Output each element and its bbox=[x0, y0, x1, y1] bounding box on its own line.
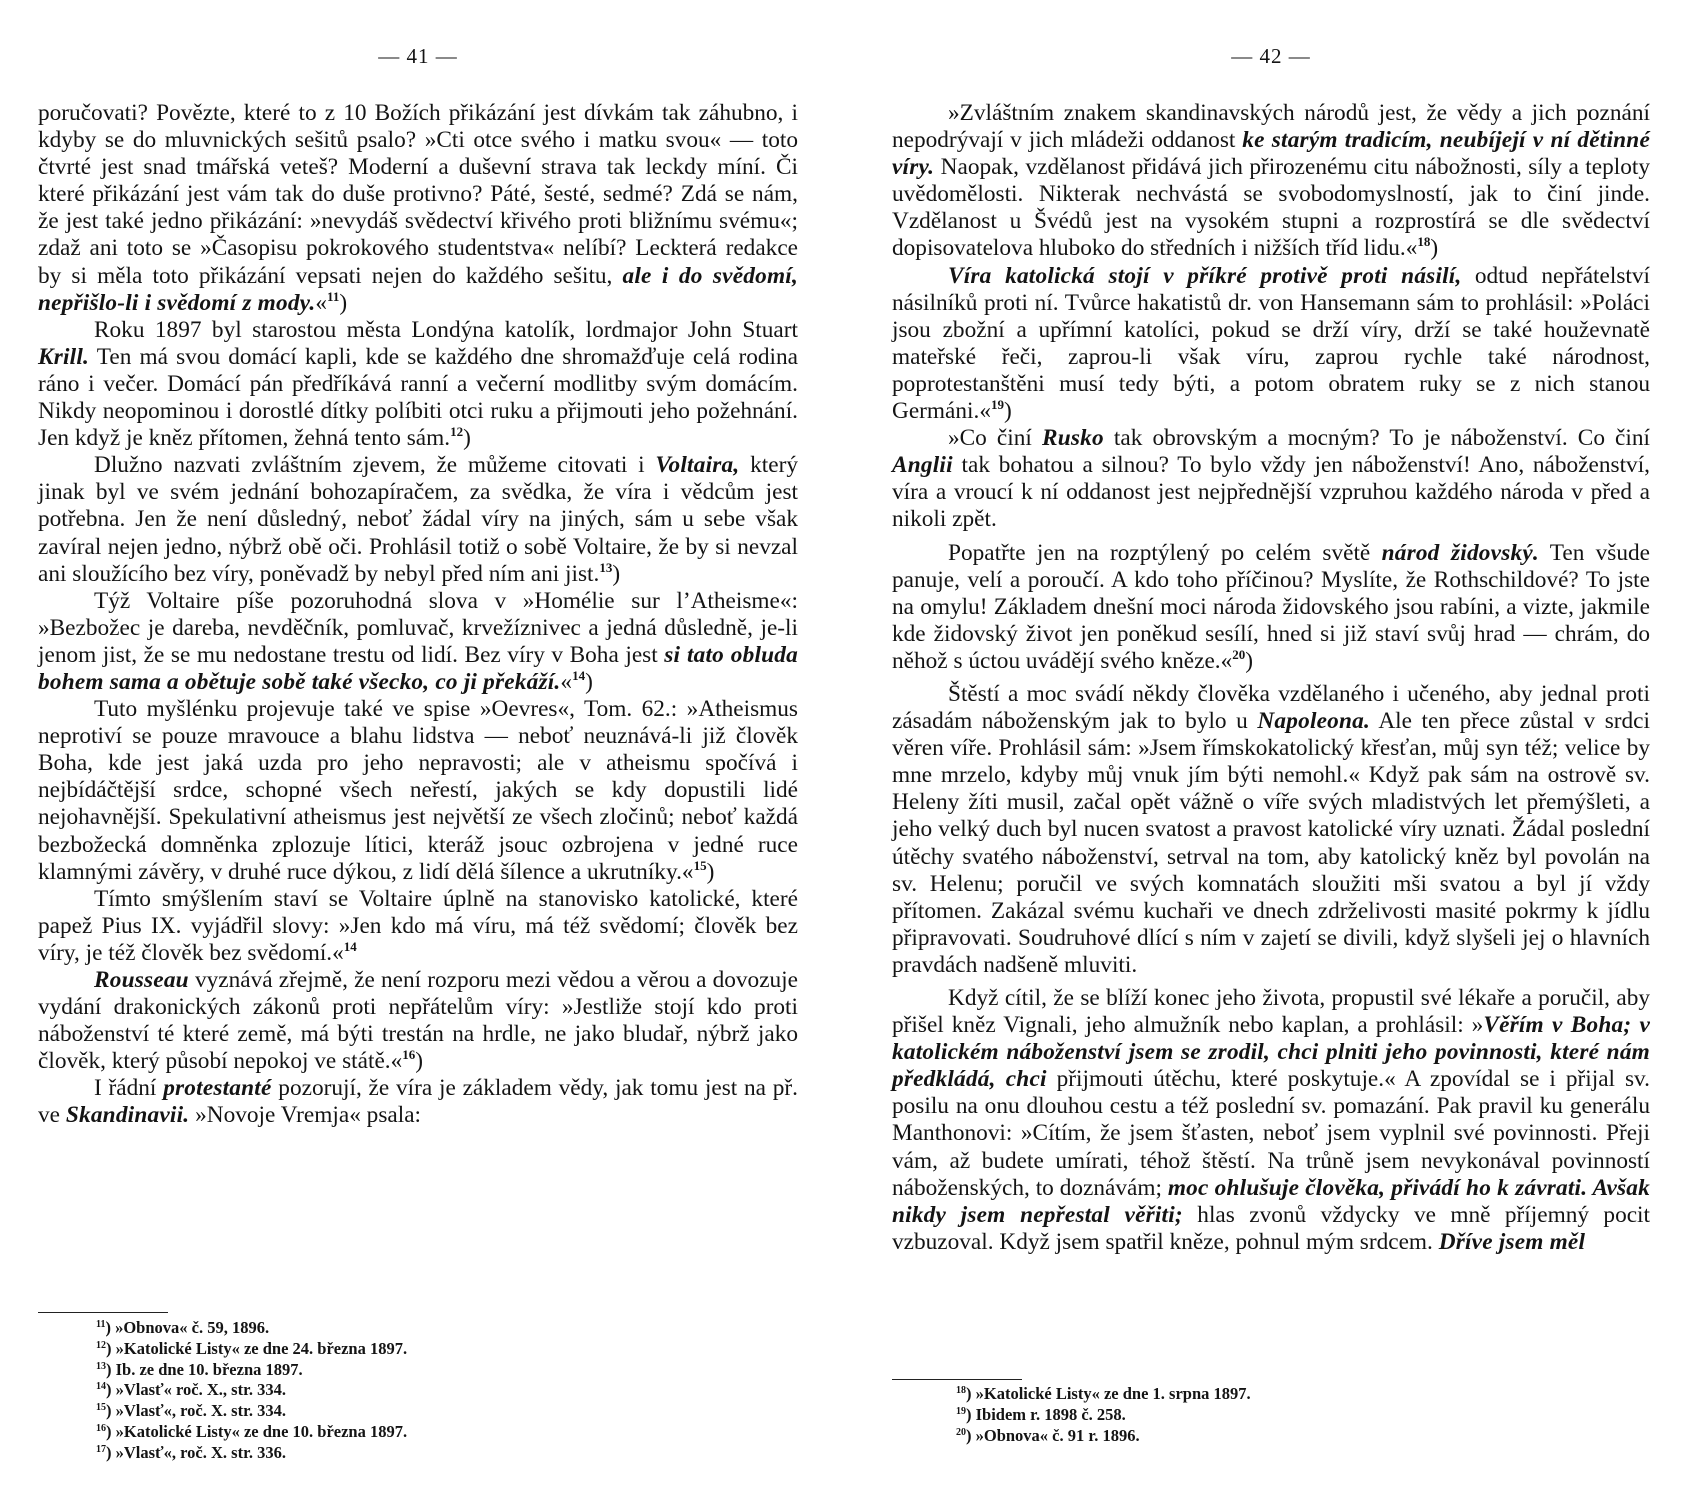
footnote: $^{17}$) »Vlasť«, roč. X. str. 336. bbox=[96, 1442, 287, 1462]
footnote: $^{11}$) »Obnova« č. 59, 1896. bbox=[96, 1318, 270, 1337]
footnotes bbox=[956, 1384, 1251, 1446]
footnotes bbox=[96, 1318, 407, 1464]
paragraph: I řádní protestanté pozorují, že víra je základem vědy, jak tomu jest na př. ve Skandinavii. »Novoje Vremja« psala: bbox=[38, 1075, 799, 1129]
page-body bbox=[892, 100, 1650, 1256]
footnote: $^{16}$) »Katolické Listy« ze dne 10. března 1897. bbox=[96, 1421, 408, 1441]
page-number: — 42 — bbox=[1231, 44, 1311, 68]
paragraph: Popatřte jen na rozptýlený po celém světě národ židovský. Ten všude panuje, velí a poroučí. A kdo toho příčinou? Myslíte, že Rothschildové? To jste na omylu! Základem dnešní moci národa židovského jsou rabíni, a vizte, jakmile kde židovský život jen poněkud sesílí, hned si již staví svůj hrad — chrám, do něhož s úctou uvádějí svého kněze.«$^{20}$) bbox=[892, 539, 1651, 674]
paragraph: Tuto myšlénku projevuje také ve spise »Oevres«, Tom. 62.: »Atheismus neprotiví se pouze mravouce a blahu lidstva — neboť neuznává-li již člověk Boha, kde jest jaká uzda pro jeho nepravosti; ale v atheismu spočívá i nejbídáčtější srdce, schopné všech neřestí, jakých se kdy dopustili lidé nejohavnější. Spekulativní atheismus jest největší ze všech zločinů; neboť každá bezbožecká domněnka zplozuje lítici, kteráž jsouc ozbrojena v jedné ruce klamnými závěry, v druhé ruce dýkou, z lidí dělá šílence a ukrutníky.«$^{15}$) bbox=[38, 696, 798, 885]
paragraph: Víra katolická stojí v příkré protivě proti násilí, odtud nepřátelství násilníků proti ní. Tvůrce hakatistů dr. von Hansemann sám to prohlásil: »Poláci jsou zbožní a upřímní katolíci, pokud se drží víry, drží se také houževnatě mateřské řeči, zaprou-li však víru, zaprou rychle také národnost, poprotestanštěni musí tedy býti, a potom obratem ruky se z nich stanou Germáni.«$^{19}$) bbox=[892, 262, 1650, 425]
footnote-rule bbox=[892, 1379, 1022, 1380]
footnote: $^{18}$) »Katolické Listy« ze dne 1. srpna 1897. bbox=[956, 1384, 1251, 1403]
paragraph: Týž Voltaire píše pozoruhodná slova v »Homélie sur l’Atheisme«: »Bezbožec je dareba, nevděčník, pomluvač, krvežíznivec a jedná důsledně, je-li jenom jist, že se mu nedostane trestu od lidí. Bez víry v Boha jest si tato obluda bohem sama a obětuje sobě také všecko, co ji překáží.«$^{14}$) bbox=[38, 587, 798, 695]
footnote: $^{12}$) »Katolické Listy« ze dne 24. března 1897. bbox=[96, 1338, 408, 1358]
footnote-rule bbox=[38, 1312, 168, 1313]
footnote: $^{13}$) Ib. ze dne 10. března 1897. bbox=[96, 1359, 303, 1379]
paragraph: Dlužno nazvati zvláštním zjevem, že můžeme citovati i Voltaira, který jinak byl ve svém jednání bohozapíračem, za svědka, že víra i vědcům jest potřebna. Jen že není důsledný, neboť žádal víry na jiných, sám u sebe však zavíral nejen jedno, nýbrž obě oči. Prohlásil totiž o sobě Voltaire, že by si nevzal ani sloužícího bez víry, poněvadž by nebyl před ním ani jist.$^{13}$) bbox=[38, 452, 798, 587]
paragraph: »Co činí Rusko tak obrovským a mocným? To je náboženství. Co činí Anglii tak bohatou a silnou? To bylo vždy jen náboženství! Ano, náboženství, víra a vroucí k ní oddanost jest nejpřednější vzpruhou každého národa v před a nikoli zpět. bbox=[892, 425, 1650, 533]
page-body bbox=[38, 100, 798, 1130]
paragraph: »Zvláštním znakem skandinavských národů jest, že vědy a jich poznání nepodrývají v jich mládeži oddanost ke starým tradicím, neubíjejí v ní dětinné víry. Naopak, vzdělanost přidává jich přirozenému citu nábožnosti, síly a teploty uvědomělosti. Nikterak nechvástá se svobodomyslností, jak to činí jinde. Vzdělanost u Švédů jest na vysokém stupni a rozprostírá se dle svědectví dopisovatelova hluboko do středních i nižších tříd lidu.«$^{18}$) bbox=[892, 100, 1650, 262]
footnote: $^{20}$) »Obnova« č. 91 r. 1896. bbox=[956, 1425, 1140, 1445]
footnote: $^{14}$) »Vlasť« roč. X., str. 334. bbox=[96, 1380, 287, 1400]
footnote: $^{19}$) Ibidem r. 1898 č. 258. bbox=[956, 1404, 1126, 1424]
paragraph: Rousseau vyznává zřejmě, že není rozporu mezi vědou a věrou a dovozuje vydání drakonických zákonů proti nepřátelům víry: »Jestliže stojí kdo proti náboženství té které země, má býti trestán na hrdle, ne jako bludař, nýbrž jako člověk, který působí nepokoj ve státě.«$^{16}$) bbox=[38, 967, 798, 1075]
page-number: — 41 — bbox=[378, 44, 458, 68]
left-page bbox=[38, 0, 798, 1500]
footnote: $^{15}$) »Vlasť«, roč. X. str. 334. bbox=[96, 1401, 287, 1421]
paragraph: Roku 1897 byl starostou města Londýna katolík, lordmajor John Stuart Krill. Ten má svou domácí kapli, kde se každého dne shromažďuje celá rodina ráno i večer. Domácí pán předříkává ranní a večerní modlitby svým domácím. Nikdy neopominou i dorostlé dítky políbiti otci ruku a přijmouti jeho požehnání. Jen když je kněz přítomen, žehná tento sám.$^{12}$) bbox=[38, 316, 798, 452]
right-page bbox=[892, 0, 1650, 1500]
paragraph: poručovati? Povězte, které to z 10 Božích přikázání jest dívkám tak záhubno, i kdyby se do mluvnických sešitů psalo? »Cti otce svého i matku svou« — toto čtvrté jest snad tmářská veteš? Moderní a duševní strava tak leckdy míní. Či které přikázání jest vám tak do duše protivno? Páté, šesté, sedmé? Zdá se nám, že jest také jedno přikázání: »nevydáš svědectví křivého proti bližnímu svému«; zdaž ani toto se »Časopisu pokrokového studentstva« nelíbí? Leckterá redakce by si měla toto přikázání vepsati nejen do každého sešitu, ale i do svědomí, nepřišlo-li i svědomí z mody.«$^{11}$) bbox=[38, 100, 798, 316]
paragraph: Štěstí a moc svádí někdy člověka vzdělaného i učeného, aby jednal proti zásadám náboženským jak to bylo u Napoleona. Ale ten přece zůstal v srdci věren víře. Prohlásil sám: »Jsem římskokatolický křesťan, můj syn též; velice by mne mrzelo, kdyby můj vnuk jím býti nemohl.« Když pak sám na ostrově sv. Heleny žíti musil, začal opět vážně o víře svých mladistvých let přemýšleti, a jeho velký duch byl nucen svatost a pravost katolické víry uznati. Žádal poslední útěchy svatého náboženství, setrval na tom, aby katolický kněz byl povolán na sv. Helenu; poručil ve svých komnatách sloužiti mši svatou a byl jí vždy přítomen. Zakázal svému kuchaři ve dnech zdrželivosti masité pokrmy k jídlu připravovati. Soudruhové dlící s ním v zajetí se divili, když slyšeli jej o hlavních pravdách nadšeně mluviti. bbox=[892, 680, 1650, 978]
paragraph: Tímto smýšlením staví se Voltaire úplně na stanovisko katolické, které papež Pius IX. vyjádřil slovy: »Jen kdo má víru, má též svědomí; člověk bez víry, je též člověk bez svědomí.«$^{14}$ bbox=[38, 885, 798, 966]
paragraph: Když cítil, že se blíží konec jeho života, propustil své lékaře a poručil, aby přišel kněz Vignali, jeho almužník nebo kaplan, a prohlásil: »Věřím v Boha; v katolickém náboženství jsem se zrodil, chci plniti jeho povinnosti, které nám předkládá, chci přijmouti útěchu, které poskytuje.« A zpovídal se i přijal sv. posilu na onu dlouhou cestu a též poslední sv. pomazání. Pak pravil ku generálu Manthonovi: »Cítím, že jsem šťasten, neboť jsem vyplnil své povinnosti. Přeji vám, až budete umírati, téhož štěstí. Na trůně jsem nevykonával povinností náboženských, to doznávám; moc ohlušuje člověka, přivádí ho k závrati. Avšak nikdy jsem nepřestal věřiti; hlas zvonů vždycky ve mně příjemný pocit vzbuzoval. Když jsem spatřil kněze, pohnul mým srdcem. Dříve jsem měl bbox=[892, 985, 1651, 1255]
